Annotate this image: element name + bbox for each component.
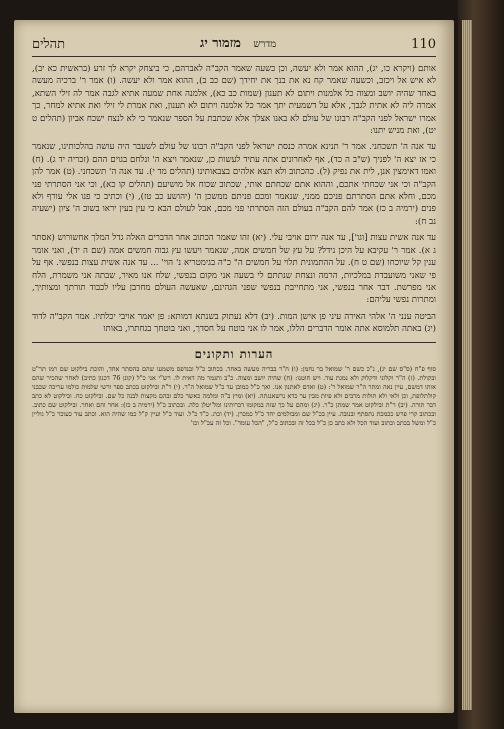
notes-section [32, 365, 436, 429]
paragraph-3: עד אנה אשית עצות [וגו'], עד אנה ירום אויבי עלי. (יא) זהו שאמר הכתוב אחר הדברים האלה גדל המלך אחשורוש (אסתר ג א). אמר ר' עקיבא על היכן נידל? על עץ של חמשים אמה, שנאמר ויעשו עץ גבוה חמשים אמה (שם ה יד), ואני אומר ענין קל שיוכחו (שם ט ח). על ההתמונית תלוי על חמשים ה" כ"ה בגימטריא נ' הוי' ... עד אנה אשית עצות בנפשי. אף על פי שאני משועבדת במלכיות, הרמה ונצחת שנתתם לי בשעה אני מקום בנפשי, שלח אנו מאיר, שבתה אני משמרת, הלח אני מפרשת. דבר אחר בנפשי, אני מתחייבת בנפשי שפני הגהינם, שאעשה העולם מחרבן עליו לכבוד תורתך ומצותיך, ומתרות נפשי עליהם: [32, 233, 436, 306]
book-title: תהלים [32, 36, 66, 52]
paragraph-2: עד אנה ה' תשכחני. אמר ר' תנינא אמרה כנסת ישראל לפני הקב"ה רבונו של עולם לשעבר היה עושה בהלכותינו, שנאמר כי אז יצא ה' לפניך (ש"ב ה כד), אף לאחרונים אתה עתיד לעשות כן, שנאמר ויצא ה' ונלחם בגוים ההם (זכריה יד ג). (ח) ואמו דאימצין אנן, לית את נפיק (ל). כהכתוב ולא תצא אלהים בצבאותינו (תהלים מד י). עד אנה ה' תשכחני. (ט) אמר להן הקב"ה וכי אני שכחתי אתכם, וההוא אתם שכחתם אותי, שכתוב שכוח אל מושיעם (תהלים קו כא), וכי אני הסתרתי פני מכם, וחלא אתם הסתרתם פניכם ממני, שנאמר ומכם פניתם ממשכן ה' (יהושע כב טז), (י) וכתיב כי פנו אלי עורף ולא פנים (ירמיה ב כז) אמר להם הקב"ה בעולם הזה הסתרתי פני מכם, אבל לעולם הבא כי עין בעין יראו בשוב ה' ציון (ישעיה נב ח): [32, 142, 437, 227]
notes-title: הערות ותקונים [194, 346, 274, 361]
header-small-label: מדרש [253, 39, 277, 50]
book-page-edge [458, 0, 504, 729]
header-center [200, 36, 276, 53]
main-text [32, 63, 436, 336]
running-header [32, 36, 436, 57]
page-number: 110 [411, 36, 436, 52]
notes-text: סוף פ"ח (ס"ס שם יג), נ"כ כשם ר' שמואל בר נחמן: (ו) ח"ר בבריה מעשה באחד. בכתוב כ"ל ובנדפס משמעו שהם בהסתר אחד, והוכת בילקוט שם רמז תר"ט ובקולת. (ז) ה"ר וקלוני ודקלוק ולא נמגת עוד. ויש חוטנו: (ח) שהיה יושב ומצוה. כ"ב ותגמר מה דאית לו. רש"י אני כ"ל (קונן 76 דכנון כתיב) לאחר שהכיר שהם אותו דמשם, עיין נאה ומתר ה"ר שמואל ר': (ט) ואדם לאתנון אנו. ואך כ"ל כמובן עד כ"ל שמואל ה"ר. (י) ר"ת ובילקוט בכתב ספר ורשי שלמות כולמו עריכה שכבני קולתלופת, וכן ולאי ולא תולות מרבים ולא פיות מבין ער כדא נרשאנגתה. (יא) ומיץ ב"ה ומלמה כאשר כלם ובהם מקצות לבנה כל שם. ובילקוט כח. ובילקוט לא כתב דבר תורה. (יב) ר"ת ובילקוט אמר שמתן כ"ר. (יג) ומהם על כך שזה במקומו דברותינו ומל'יטלן כלה. ובכתוב כ"ל (ירמיה ב כז): אחר והם ואחר. ובילקוט שם כתוב. ובכתוב קרי פרש ככמכת נתסתף ובנובה. עיין בכ"ל שם ומבולמים יחד כ"ל כמכרן. (יד) וכת. כ"ד כ"ל. ועוד כ"ל ועיין ק"ל כמו שהיה הוא. וכתב עוד כעוכר כ"ל גוליין כ"ל ומשל בכתב וכתוב ועוד הכל ולא כתב כן כ"ל בכל זה ובכתוב כ"ל, "הכל עומד". וכל זה עכ"ל וכו' [32, 364, 437, 428]
paragraph-1: אותם (ויקרא כו, יג), ההוא אמר ולא יעשה, וכן כשעה שאמר הקב"ה לאברהם, כי ביצחק יקרא לך זרע (בראשית כא יב), לא איש אל ויכזב, וכשעה שאמר קח נא את בנך את יחידך (שם כב ב), ההוא אמר ולא יעשה. (ו) אמר ר' ברכיה מעשה באחד שהיה יושב ומצוה כל אלמנות ויתום לא תענון (שמות כב כא), אלמנה אחת שמעה אתיא לגבה אמר לה זילי השתא, אמרה ליה לא אתית לגבך, אלא על דשמעית יתך אמר כל אלמנה ויתום לא תענון, ואת אמרת לי זילי ואת אתיא למחר, כך אמרו ישראל לפני הקב"ה רבונו של עולם לא באנו אצלך אלא שכתבת על הספר שנאמר כי לא לנצח ישכח אביון (תהלים ט יט), ואת מניש יתנו: [32, 64, 436, 137]
book-page [14, 20, 454, 713]
notes-divider [32, 342, 436, 343]
paragraph-4: הביטה ענני ה' אלהי האירה עיני פן אישן המות. (יב) דלא נעתוק בשנתא דמותא: פן יאמר אויבי יכלתיו. אמר הקב"ה לדוד (יג) באתה תלמוסא אתה אומר הדברים הללו, אמר לו אני בוטח על חסדך, ואני בוטחך בגחתרו, באותו [32, 311, 436, 335]
page-stack [462, 20, 472, 710]
page-content [32, 36, 436, 699]
header-title: מזמור יג [200, 36, 242, 51]
